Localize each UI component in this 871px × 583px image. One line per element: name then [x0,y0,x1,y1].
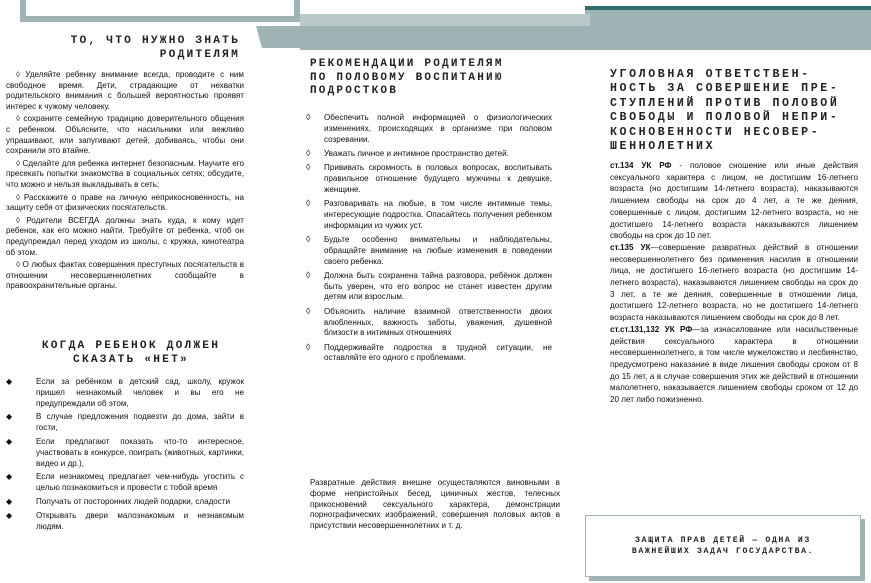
list-item: ◊ Прививать скромность в половых вопросах, воспитывать правильное отношение будущего мужчины к девушке, женщине. [306,162,552,194]
article-134-text: - половое сношение или иные действия сексуального характера с лицом, не достигшим 16-летнего возраста (но достигшим 14-летнего возраста), наказываются лишением свободы на срок до 4 лет, а те же деяния, совершенные с лицом, достигшим 12-летнего возраста, но не достигшего 14-летнего возраста наказываются лишением свободы на срок до 10 лет. [610,161,859,241]
advice-paragraph: ◊ Сделайте для ребенка интернет безопасным. Научите его пресекать попытки знакомства в социальных сетях; обсудите, что можно и нельзя выкладывать в сеть; [6,158,244,189]
column-sex-education [296,0,566,583]
list-item: ◆ Получать от посторонних людей подарки, сладости [6,496,231,506]
advice-paragraph: ◊ сохраните семейную традицию доверительного общения с ребенком. Объясните, что насильники или вежливо упрашивают, или запугивают детей, добиваясь, чтобы они сохранили это втайне. [6,114,244,156]
list-item: ◊ Обеспечить полной информацией о физиологических изменениях, происходящих в организме при половом созревании. [306,112,552,144]
article-131-132-title: ст.ст.131,132 УК РФ [610,324,693,334]
heading-what-parents-should-know: ТО, ЧТО НУЖНО ЗНАТЬ РОДИТЕЛЯМ [70,35,240,61]
diamond-bullet-icon: ◆ [6,510,13,520]
advice-paragraph: ◊ Родители ВСЕГДА должны знать куда, к кому идет ребенок, как его можно найти. Требуйте от ребенка, чтоб он предупреждал перед уходом из школы, с кружка, кинотеатра об этом. [6,215,244,257]
advice-paragraph: ◊ О любых фактах совершения преступных посягательств в отношении несовершеннолетних сообщайте в правоохранительные органы. [6,260,244,291]
article-135-title: ст.135 УК [610,242,651,252]
article-134-title: ст.134 УК РФ [610,161,672,170]
diamond-bullet-icon: ◆ [6,496,13,506]
diamond-outline-bullet-icon: ◊ [306,305,311,316]
list-item: ◊ Будьте особенно внимательны и наблюдательны, обращайте внимание на любые изменения в поведении своего ребенка. [306,233,552,266]
criminal-code-articles [610,160,858,406]
column-parents-info [0,0,262,583]
list-item: ◊ Должна быть сохранена тайна разговора, ребёнок должен быть уверен, что его вопрос не станет известен другим детям или взрослым. [306,269,552,302]
list-item: ◊ Объяснить наличие взаимной ответственности двоих влюбленных, важность заботы, уважения, душевной близости в интимных отношениях [306,305,552,338]
child-rights-slogan-box [585,515,861,577]
diamond-bullet-icon: ◆ [6,377,13,386]
diamond-bullet-icon: ◆ [6,412,13,422]
parents-advice-list [6,70,244,294]
diamond-outline-bullet-icon: ◊ [306,269,311,280]
depraved-actions-note: Развратные действия внешне осуществляются виновными в форме непристойных бесед, циничных жестов, телесных прикосновений сексуального характера, демонстрации порнографических изображений, совершения половых актов в присутствии несовершеннолетних и т. д. [310,478,560,531]
recommendations-list [306,113,552,368]
column-criminal-liability [598,0,860,583]
diamond-bullet-icon: ◆ [6,472,13,482]
list-item: ◊ Уважать личное и интимное пространство детей. [306,147,509,158]
advice-paragraph: ◊ Уделяйте ребенку внимание всегда, проводите с ним свободное время. Дети, страдающие от нехватки родительского внимания с большей вероятностью проявят интерес к чужому человеку. [6,70,244,111]
slogan-text: ЗАЩИТА ПРАВ ДЕТЕЙ — ОДНА ИЗ ВАЖНЕЙШИХ ЗАДАЧ ГОСУДАРСТВА. [631,536,815,556]
list-item: ◆ Если предлагают показать что-то интересное, участвовать в конкурсе, поиграть (животных, картинки, видео и др.), [6,436,244,468]
diamond-outline-bullet-icon: ◊ [306,112,311,122]
list-item: ◊ Поддерживайте подростка в трудной ситуации, не оставляйте его одного с проблемами. [306,341,552,363]
list-item: ◆ Если незнакомец предлагает чем-нибудь угостить с целью познакомиться и провести с тобой время [6,472,244,493]
list-item: ◊ Разговаривать на любые, в том числе интимные темы, интересующие подростка. Опасайтесь получения ребенком информации из чужих уст. [306,198,552,230]
article-131-132-text: —за изнасилование или насильственные действия сексуального характера в отношении несовершеннолетнего, в том числе мужеложство и лесбиянство, предусмотрено наказание в виде лишения свободы сроком от 8 до 15 лет, а в случае совершения этих же действий в отношении малолетнего, наказывается лишением свободы сроком от 12 до 20 лет либо пожизненно. [610,324,858,405]
diamond-outline-bullet-icon: ◊ [306,147,311,158]
list-item: ◆ В случае предложения подвезти до дома, зайти в гости, [6,412,244,433]
heading-when-child-says-no: КОГДА РЕБЕНОК ДОЛЖЕН СКАЗАТЬ «НЕТ» [41,340,221,366]
diamond-outline-bullet-icon: ◊ [306,198,311,209]
diamond-outline-bullet-icon: ◊ [306,341,311,352]
diamond-outline-bullet-icon: ◊ [306,162,311,173]
article-135-text: —совершение развратных действий в отношении несовершеннолетнего без применения насилия в отношении лица, не достигшего 16-летнего возраста (но достигшим 14-летнего возраста), наказываются лишением свободы на срок до 3 лет, а те же деяния, совершенные в отношении лица, достигшего 12-летнего возраста, но не достигшего 14-летнего возраста наказываются лишением свободы на срок до 8 лет. [610,242,858,323]
heading-recommendations: РЕКОМЕНДАЦИИ РОДИТЕЛЯМ ПО ПОЛОВОМУ ВОСПИТАНИЮ ПОДРОСТКОВ [310,58,504,97]
advice-paragraph: ◊ Расскажите о праве на личную неприкосновенность, на защиту себя от физических посягательств. [6,192,244,213]
say-no-list [6,377,244,535]
diamond-bullet-icon: ◆ [6,436,13,446]
list-item: ◆ Открывать двери малознакомым и незнакомым людям. [6,510,244,531]
list-item: ◆ Если за ребёнком в детский сад, школу, кружок пришел незнакомый человек и вы его не предупреждали об этом, [6,377,244,408]
diamond-outline-bullet-icon: ◊ [306,233,311,244]
heading-criminal-liability: УГОЛОВНАЯ ОТВЕТСТВЕН- НОСТЬ ЗА СОВЕРШЕНИЕ ПРЕ- СТУПЛЕНИЙ ПРОТИВ ПОЛОВОЙ СВОБОДЫ И ПОЛОВОЙ НЕПРИ- КОСНОВЕННОСТИ НЕСОВЕР- ШЕННОЛЕТНИХ [610,68,840,154]
